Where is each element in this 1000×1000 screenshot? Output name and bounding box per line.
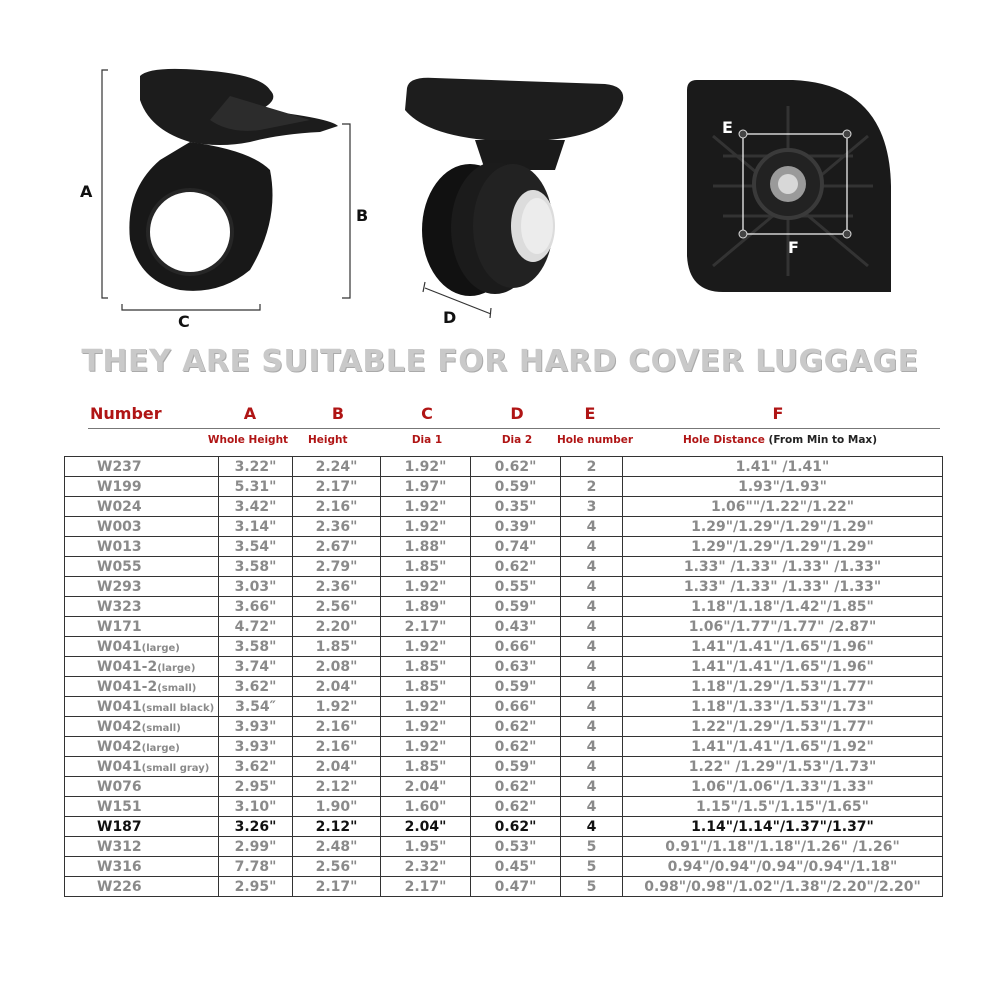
- cell-e: 4: [561, 617, 623, 637]
- cell-b: 1.92": [293, 697, 381, 717]
- table-row: [65, 697, 943, 717]
- cell-b: 2.16": [293, 497, 381, 517]
- cell-d: 0.62": [471, 797, 561, 817]
- column-sub-a: Whole Height: [207, 434, 289, 446]
- cell-a: 3.26": [219, 817, 293, 837]
- cell-f: 1.29"/1.29"/1.29"/1.29": [623, 517, 943, 537]
- model-number: W199: [97, 478, 142, 495]
- cell-f: 1.33" /1.33" /1.33" /1.33": [623, 577, 943, 597]
- cell-e: 4: [561, 757, 623, 777]
- cell-e: 4: [561, 577, 623, 597]
- cell-c: 2.04": [381, 817, 471, 837]
- column-sub-e: Hole number: [556, 434, 634, 446]
- cell-e: 5: [561, 857, 623, 877]
- model-number: W323: [97, 598, 142, 615]
- cell-c: 2.17": [381, 877, 471, 897]
- table-row: [65, 677, 943, 697]
- cell-d: 0.53": [471, 837, 561, 857]
- cell-d: 0.74": [471, 537, 561, 557]
- cell-f: 0.98"/0.98"/1.02"/1.38"/2.20"/2.20": [623, 877, 943, 897]
- model-variant: (large): [157, 662, 196, 674]
- model-number: W024: [97, 498, 142, 515]
- column-sub-b: Height: [308, 434, 348, 446]
- wheel-top-view-figure: [683, 76, 895, 296]
- cell-b: 2.17": [293, 877, 381, 897]
- cell-b: 2.17": [293, 477, 381, 497]
- cell-d: 0.62": [471, 457, 561, 477]
- table-row: [65, 637, 943, 657]
- cell-a: 2.99": [219, 837, 293, 857]
- cell-e: 2: [561, 457, 623, 477]
- model-number: W171: [97, 618, 142, 635]
- model-number-cell: [65, 837, 219, 857]
- model-number-cell: [65, 477, 219, 497]
- table-row: [65, 777, 943, 797]
- dimension-label-e: E: [722, 118, 733, 137]
- cell-a: 3.03": [219, 577, 293, 597]
- model-number-cell: [65, 557, 219, 577]
- cell-d: 0.47": [471, 877, 561, 897]
- cell-b: 2.16": [293, 737, 381, 757]
- wheel-side-view-figure: [80, 60, 380, 330]
- cell-f: 0.91"/1.18"/1.18"/1.26" /1.26": [623, 837, 943, 857]
- cell-c: 1.92": [381, 737, 471, 757]
- header-divider: [88, 428, 940, 429]
- cell-f: 1.06"/1.06"/1.33"/1.33": [623, 777, 943, 797]
- dimension-label-b: B: [356, 206, 369, 225]
- model-number-cell: [65, 757, 219, 777]
- cell-c: 1.85": [381, 657, 471, 677]
- cell-c: 1.85": [381, 757, 471, 777]
- model-number-cell: [65, 797, 219, 817]
- table-row: [65, 537, 943, 557]
- cell-e: 4: [561, 777, 623, 797]
- model-number-cell: [65, 857, 219, 877]
- cell-d: 0.63": [471, 657, 561, 677]
- column-sub-d: Dia 2: [501, 434, 533, 446]
- model-number-cell: [65, 517, 219, 537]
- cell-c: 1.88": [381, 537, 471, 557]
- cell-e: 3: [561, 497, 623, 517]
- cell-d: 0.66": [471, 697, 561, 717]
- table-row: [65, 497, 943, 517]
- model-number-cell: [65, 637, 219, 657]
- model-number: W055: [97, 558, 142, 575]
- table-row: [65, 837, 943, 857]
- model-number-cell: [65, 577, 219, 597]
- cell-a: 3.54″: [219, 697, 293, 717]
- table-row: [65, 797, 943, 817]
- cell-d: 0.59": [471, 677, 561, 697]
- column-header-e: E: [584, 404, 596, 423]
- cell-f: 0.94"/0.94"/0.94"/0.94"/1.18": [623, 857, 943, 877]
- wheel-front-view-figure: [395, 70, 635, 320]
- page-heading: THEY ARE SUITABLE FOR HARD COVER LUGGAGE: [81, 344, 919, 379]
- model-variant: (small black): [141, 702, 215, 714]
- cell-a: 3.14": [219, 517, 293, 537]
- model-number-cell: [65, 697, 219, 717]
- column-header-number: Number: [90, 404, 162, 423]
- table-row: [65, 457, 943, 477]
- dimension-label-a: A: [80, 182, 93, 201]
- column-sub-c: Dia 1: [411, 434, 443, 446]
- table-row: [65, 577, 943, 597]
- column-header-d: D: [510, 404, 524, 423]
- cell-f: 1.18"/1.33"/1.53"/1.73": [623, 697, 943, 717]
- cell-e: 4: [561, 637, 623, 657]
- cell-b: 2.36": [293, 517, 381, 537]
- cell-d: 0.59": [471, 597, 561, 617]
- cell-a: 3.62": [219, 677, 293, 697]
- cell-f: 1.93"/1.93": [623, 477, 943, 497]
- cell-f: 1.06"/1.77"/1.77" /2.87": [623, 617, 943, 637]
- model-number-cell: [65, 457, 219, 477]
- cell-f: 1.14"/1.14"/1.37"/1.37": [623, 817, 943, 837]
- model-variant: (large): [141, 742, 180, 754]
- cell-e: 4: [561, 557, 623, 577]
- cell-a: 3.22": [219, 457, 293, 477]
- cell-f: 1.41"/1.41"/1.65"/1.96": [623, 657, 943, 677]
- cell-b: 2.12": [293, 777, 381, 797]
- cell-a: 3.62": [219, 757, 293, 777]
- cell-b: 2.67": [293, 537, 381, 557]
- cell-b: 2.04": [293, 757, 381, 777]
- cell-c: 1.97": [381, 477, 471, 497]
- cell-c: 1.89": [381, 597, 471, 617]
- column-header-a: A: [243, 404, 257, 423]
- cell-e: 4: [561, 657, 623, 677]
- cell-d: 0.62": [471, 557, 561, 577]
- cell-d: 0.39": [471, 517, 561, 537]
- cell-c: 1.92": [381, 577, 471, 597]
- cell-d: 0.62": [471, 817, 561, 837]
- cell-e: 4: [561, 737, 623, 757]
- table-row: [65, 857, 943, 877]
- cell-c: 1.60": [381, 797, 471, 817]
- cell-f: 1.41" /1.41": [623, 457, 943, 477]
- cell-f: 1.41"/1.41"/1.65"/1.96": [623, 637, 943, 657]
- cell-e: 4: [561, 697, 623, 717]
- cell-c: 1.95": [381, 837, 471, 857]
- cell-c: 1.92": [381, 457, 471, 477]
- model-number-cell: [65, 777, 219, 797]
- cell-f: 1.22"/1.29"/1.53"/1.77": [623, 717, 943, 737]
- cell-c: 1.85": [381, 557, 471, 577]
- cell-e: 4: [561, 717, 623, 737]
- table-row: [65, 877, 943, 897]
- model-number-cell: [65, 817, 219, 837]
- cell-e: 4: [561, 817, 623, 837]
- cell-a: 3.10": [219, 797, 293, 817]
- column-header-b: B: [331, 404, 345, 423]
- model-number-cell: [65, 497, 219, 517]
- column-sub-f-extra: (From Min to Max): [768, 434, 877, 446]
- model-number: W312: [97, 838, 142, 855]
- cell-c: 1.85": [381, 677, 471, 697]
- model-number-cell: [65, 717, 219, 737]
- column-sub-f: [640, 434, 920, 446]
- model-number-cell: [65, 877, 219, 897]
- table-row: [65, 617, 943, 637]
- model-variant: (small gray): [141, 762, 210, 774]
- model-variant: (large): [141, 642, 180, 654]
- model-number: W003: [97, 518, 142, 535]
- cell-b: 2.36": [293, 577, 381, 597]
- model-number: W041: [97, 698, 142, 715]
- model-number-cell: [65, 617, 219, 637]
- model-variant: (small): [157, 682, 197, 694]
- cell-c: 2.17": [381, 617, 471, 637]
- cell-f: 1.15"/1.5"/1.15"/1.65": [623, 797, 943, 817]
- cell-f: 1.18"/1.18"/1.42"/1.85": [623, 597, 943, 617]
- cell-d: 0.45": [471, 857, 561, 877]
- cell-b: 2.79": [293, 557, 381, 577]
- model-number-cell: [65, 677, 219, 697]
- model-number: W293: [97, 578, 142, 595]
- table-row: [65, 817, 943, 837]
- cell-c: 1.92": [381, 517, 471, 537]
- cell-a: 3.58": [219, 557, 293, 577]
- column-sub-f-main: Hole Distance: [683, 434, 765, 446]
- cell-f: 1.06""/1.22"/1.22": [623, 497, 943, 517]
- cell-f: 1.41"/1.41"/1.65"/1.92": [623, 737, 943, 757]
- cell-b: 2.12": [293, 817, 381, 837]
- wheel-spec-table: [64, 456, 943, 897]
- cell-d: 0.59": [471, 477, 561, 497]
- cell-c: 2.32": [381, 857, 471, 877]
- model-number-cell: [65, 537, 219, 557]
- model-number: W151: [97, 798, 142, 815]
- cell-b: 1.90": [293, 797, 381, 817]
- cell-e: 4: [561, 677, 623, 697]
- cell-f: 1.29"/1.29"/1.29"/1.29": [623, 537, 943, 557]
- model-number: W042: [97, 718, 142, 735]
- table-row: [65, 657, 943, 677]
- cell-c: 1.92": [381, 717, 471, 737]
- cell-a: 5.31": [219, 477, 293, 497]
- cell-a: 3.58": [219, 637, 293, 657]
- cell-e: 4: [561, 537, 623, 557]
- model-number: W226: [97, 878, 142, 895]
- cell-c: 1.92": [381, 697, 471, 717]
- model-number: W041-2: [97, 658, 158, 675]
- cell-b: 2.24": [293, 457, 381, 477]
- cell-f: 1.18"/1.29"/1.53"/1.77": [623, 677, 943, 697]
- cell-b: 2.16": [293, 717, 381, 737]
- dimension-label-d: D: [443, 308, 457, 327]
- table-row: [65, 557, 943, 577]
- column-header-f: F: [772, 404, 784, 423]
- cell-f: 1.22" /1.29"/1.53"/1.73": [623, 757, 943, 777]
- table-row: [65, 737, 943, 757]
- model-number-cell: [65, 657, 219, 677]
- table-row: [65, 477, 943, 497]
- column-header-c: C: [421, 404, 433, 423]
- model-number: W316: [97, 858, 142, 875]
- cell-b: 1.85": [293, 637, 381, 657]
- cell-a: 3.93": [219, 717, 293, 737]
- cell-a: 3.66": [219, 597, 293, 617]
- cell-e: 4: [561, 517, 623, 537]
- cell-e: 5: [561, 877, 623, 897]
- cell-e: 2: [561, 477, 623, 497]
- cell-a: 3.54": [219, 537, 293, 557]
- cell-d: 0.43": [471, 617, 561, 637]
- table-row: [65, 757, 943, 777]
- cell-a: 2.95": [219, 877, 293, 897]
- cell-d: 0.62": [471, 737, 561, 757]
- model-number: W076: [97, 778, 142, 795]
- cell-a: 3.74": [219, 657, 293, 677]
- cell-b: 2.48": [293, 837, 381, 857]
- dimension-label-f: F: [788, 238, 799, 257]
- cell-a: 3.42": [219, 497, 293, 517]
- cell-c: 2.04": [381, 777, 471, 797]
- cell-e: 5: [561, 837, 623, 857]
- model-number: W187: [97, 818, 142, 835]
- cell-b: 2.04": [293, 677, 381, 697]
- dimension-label-c: C: [178, 312, 190, 331]
- cell-c: 1.92": [381, 637, 471, 657]
- cell-d: 0.59": [471, 757, 561, 777]
- cell-c: 1.92": [381, 497, 471, 517]
- cell-a: 7.78": [219, 857, 293, 877]
- model-number: W041: [97, 758, 142, 775]
- table-row: [65, 717, 943, 737]
- model-number-cell: [65, 737, 219, 757]
- cell-b: 2.20": [293, 617, 381, 637]
- model-number: W237: [97, 458, 142, 475]
- model-number: W041-2: [97, 678, 158, 695]
- model-variant: (small): [141, 722, 181, 734]
- model-number: W013: [97, 538, 142, 555]
- model-number: W042: [97, 738, 142, 755]
- table-row: [65, 597, 943, 617]
- cell-d: 0.62": [471, 777, 561, 797]
- table-row: [65, 517, 943, 537]
- cell-d: 0.55": [471, 577, 561, 597]
- cell-b: 2.56": [293, 857, 381, 877]
- cell-e: 4: [561, 797, 623, 817]
- cell-a: 3.93": [219, 737, 293, 757]
- model-number: W041: [97, 638, 142, 655]
- cell-b: 2.08": [293, 657, 381, 677]
- cell-a: 4.72": [219, 617, 293, 637]
- cell-b: 2.56": [293, 597, 381, 617]
- cell-d: 0.35": [471, 497, 561, 517]
- cell-d: 0.66": [471, 637, 561, 657]
- cell-e: 4: [561, 597, 623, 617]
- cell-d: 0.62": [471, 717, 561, 737]
- cell-a: 2.95": [219, 777, 293, 797]
- cell-f: 1.33" /1.33" /1.33" /1.33": [623, 557, 943, 577]
- model-number-cell: [65, 597, 219, 617]
